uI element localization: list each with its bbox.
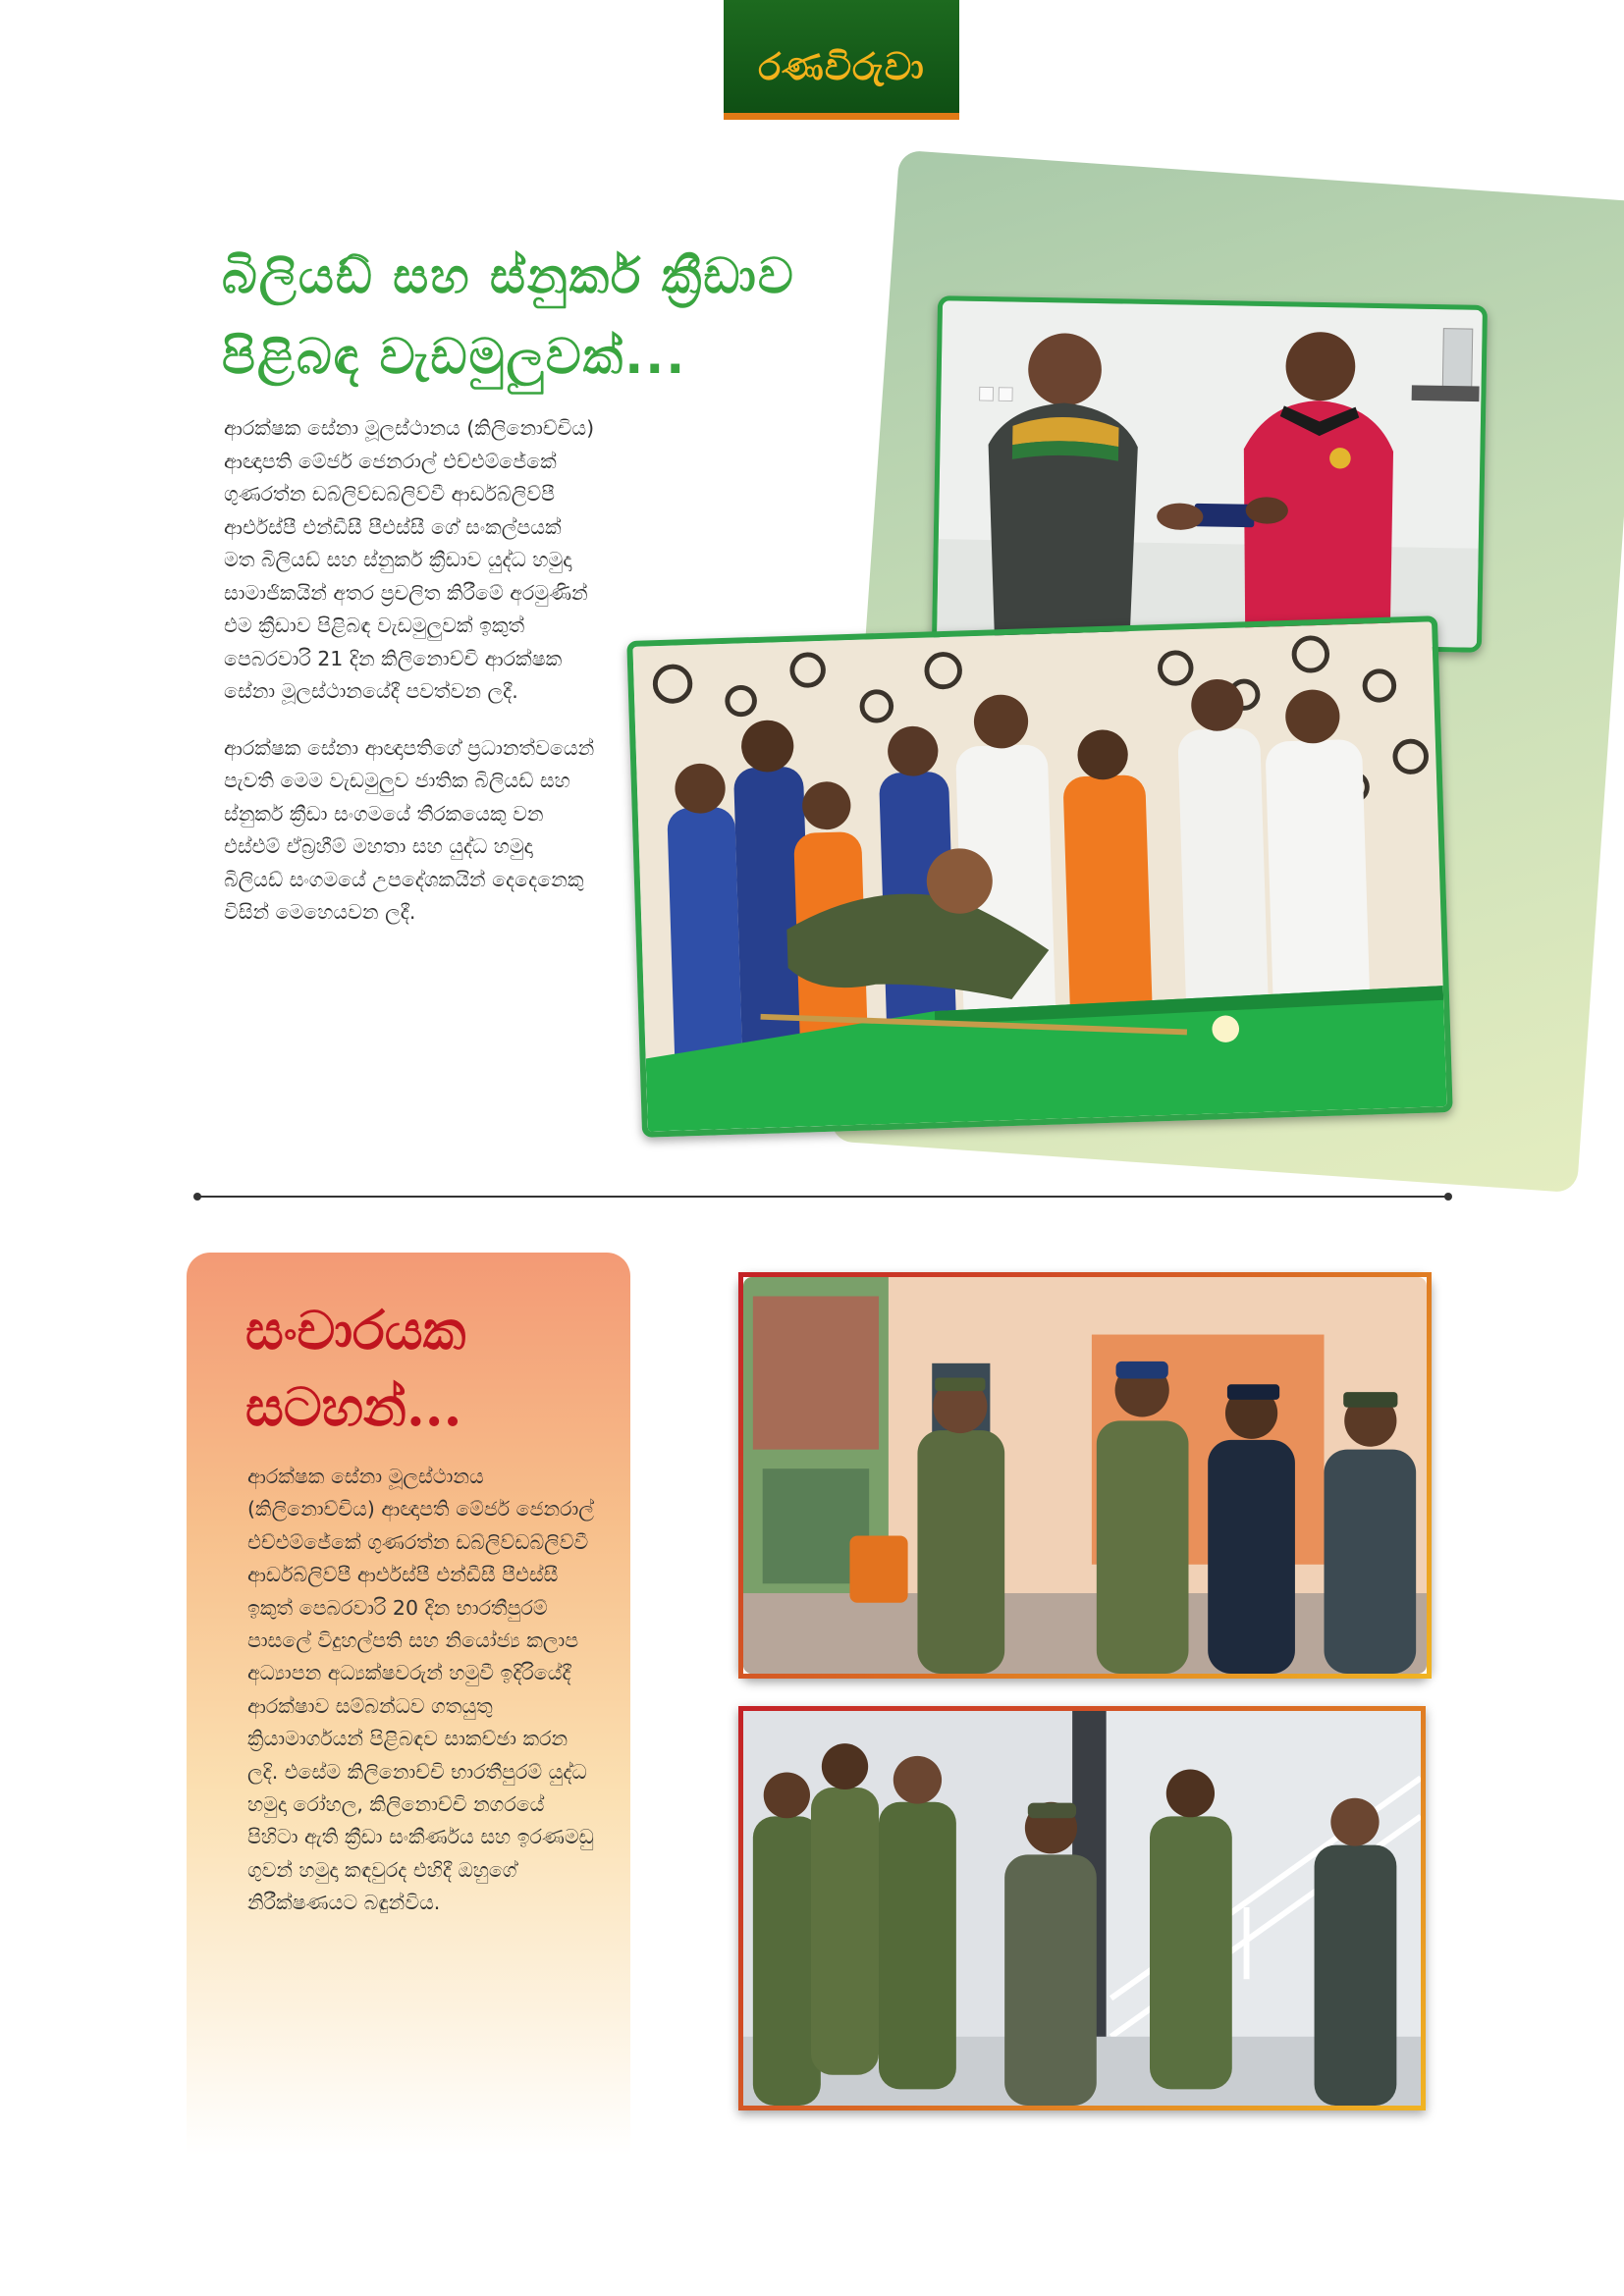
handover-photo xyxy=(932,295,1488,653)
story1-paragraph-1: ආරක්ෂක සේනා මූලස්ථානය (කිලිනොච්චිය) ආඥාපති මේජර් ජෙනරාල් එච්එම්ජේකේ ගුණරත්න ඩබ්ලිව්ඩබ්ලිව්වී ආර්ඩබ්ලිව්පී ආර්එස්පී එන්ඩීසී පීඑස්සී ගේ සංකල්පයක් මත බිලියඩ් සහ ස්නුකර් ක්‍රීඩාව යුද්ධ හමුදා සාමාජිකයින් අතර ප්‍රචලිත කිරීමේ අරමුණින් එම ක්‍රීඩාව පිළිබඳ වැඩමුලුවක් ඉකුත් පෙබරවාරි 21 දින කිලිනොච්චි ආරක්ෂක සේනා මූලස්ථානයේදී පවත්වන ලදී. xyxy=(224,416,595,703)
story1-title-line1: බිලියඩ් සහ ස්නුකර් ක්‍රීඩාව xyxy=(222,247,795,304)
story1-body xyxy=(224,412,597,953)
visit-indoor-photo-image xyxy=(743,1277,1427,1674)
masthead xyxy=(724,0,959,120)
visit-outdoor-photo-image xyxy=(743,1711,1421,2106)
story1-title xyxy=(222,236,870,397)
story2-paragraph: ආරක්ෂක සේනා මූලස්ථානය (කිලිනොච්චිය) ආඥාපති මේජර් ජෙනරාල් එච්එම්ජේකේ ගුණරත්න ඩබ්ලිව්ඩබ්ලිව්වී ආර්ඩබ්ලිව්පී ආර්එස්පී එන්ඩීසී පීඑස්සී ඉකුත් පෙබරවාරි 20 දින භාරතීපුරම් පාසලේ විදුහල්පති සහ නියෝජ්‍ය කලාප අධ්‍යාපන අධ්‍යක්ෂවරුන් හමුවී ඉදිරියේදී ආරක්ෂාව සම්බන්ධව ගතයුතු ක්‍රියාමාර්ගයන් පිළිබඳව සාකච්ඡා කරන ලදි. එසේම කිලිනොච්චි භාරතීපුරම් යුද්ධ හමුදා රෝහල, කිලිනොච්චි නගරයේ පිහිටා ඇති ක්‍රීඩා සංකීර්ණය සහ ඉරණමඩු ගුවන් හමුදා කඳවුරද එහිදී ඔහුගේ නිරීක්ෂණයට බඳුන්විය. xyxy=(247,1465,594,1915)
masthead-title: රණවිරුවා xyxy=(758,43,925,88)
handover-photo-image xyxy=(937,300,1483,648)
visit-outdoor-photo xyxy=(738,1706,1426,2110)
story2-body xyxy=(247,1461,601,1920)
story1-title-line2: පිළිබඳ වැඩමුලුවක්... xyxy=(222,328,687,385)
story2-title xyxy=(245,1292,599,1445)
story1-paragraph-2: ආරක්ෂක සේනා ආඥාපතිගේ ප්‍රධානත්වයෙන් පැවති මෙම වැඩමුලුව ජාතික බිලියඩ් සහ ස්නුකර් ක්‍රීඩා සංගමයේ තීරකයෙකු වන එස්එම් ඒබ්‍රහීම් මහතා සහ යුද්ධ හමුදා බිලියඩ් සංගමයේ උපදේශකයින් දෙදෙනෙකු විසින් මෙහෙයවන ලදී. xyxy=(224,735,595,924)
billiard-demonstration-photo xyxy=(626,615,1452,1138)
visit-indoor-photo xyxy=(738,1272,1432,1679)
billiard-demonstration-photo-image xyxy=(632,621,1446,1131)
section-divider xyxy=(196,1196,1449,1198)
story2-title-line1: සංචාරයක xyxy=(245,1299,466,1362)
story2-title-line2: සටහන්... xyxy=(245,1375,462,1438)
